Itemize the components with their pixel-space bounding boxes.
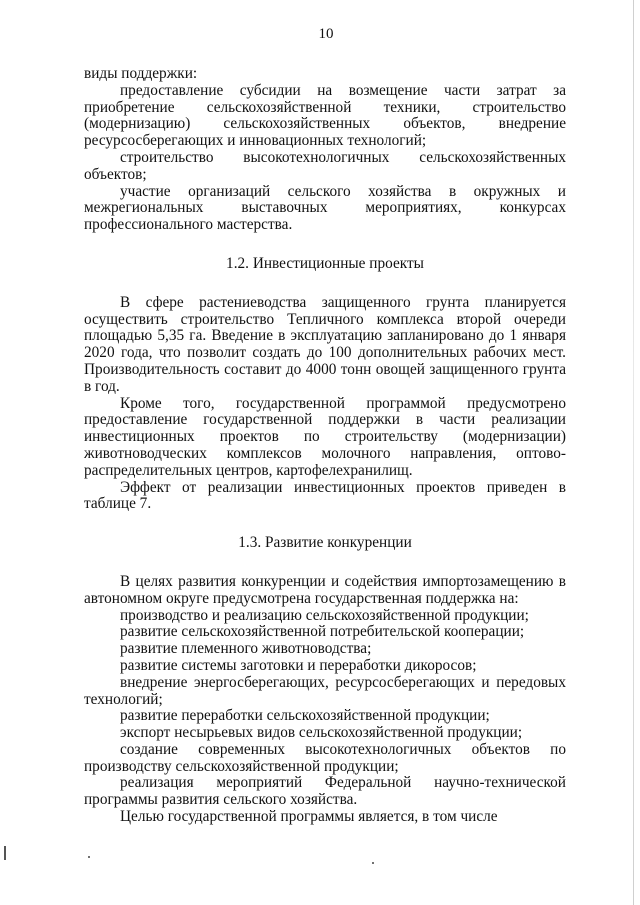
list-item: развитие сельскохозяйственной потребительской кооперации; xyxy=(120,623,525,641)
body-paragraph: виды поддержки: xyxy=(84,65,198,82)
document-body xyxy=(84,66,566,826)
list-item: развитие системы заготовки и переработки дикоросов; xyxy=(120,656,477,674)
section-heading: 1.2. Инвестиционные проекты xyxy=(226,254,424,272)
list-item: создание современных высокотехнологичных объектов по производству сельскохозяйственной продукции; xyxy=(84,740,566,775)
body-paragraph: строительство высокотехнологичных сельскохозяйственных объектов; xyxy=(84,148,566,183)
body-paragraph: Кроме того, государственной программой предусмотрено предоставление государственной поддержки в части реализации инвестиционных проектов по строительству (модернизации) животноводческих комплексов молочного направления, оптово-распределительных центров, картофелехранилищ. xyxy=(84,394,566,479)
section-heading: 1.3. Развитие конкуренции xyxy=(238,534,412,552)
scan-mark xyxy=(4,846,6,860)
scan-speck xyxy=(88,856,90,858)
list-item: развитие племенного животноводства; xyxy=(120,640,372,658)
body-paragraph: предоставление субсидии на возмещение части затрат за приобретение сельскохозяйственной техники, строительство (модернизацию) сельскохозяйственных объектов, внедрение ресурсосберегающих и инновационных технологий; xyxy=(84,81,566,150)
page-number: 10 xyxy=(318,26,334,42)
list-item: экспорт несырьевых видов сельскохозяйственной продукции; xyxy=(120,724,523,742)
body-paragraph: участие организаций сельского хозяйства в окружных и межрегиональных выставочных мероприятиях, конкурсах профессионального мастерства. xyxy=(84,182,566,234)
list-item: производство и реализацию сельскохозяйственной продукции; xyxy=(120,606,529,624)
body-paragraph: В целях развития конкуренции и содействия импортозамещению в автономном округе предусмотрена государственная поддержка на: xyxy=(84,572,566,607)
scan-speck xyxy=(372,862,374,864)
body-paragraph: Эффект от реализации инвестиционных проектов приведен в таблице 7. xyxy=(84,478,566,513)
list-item: развитие переработки сельскохозяйственной продукции; xyxy=(120,707,490,725)
body-paragraph: Целью государственной программы является, в том числе xyxy=(120,808,498,826)
list-item: реализация мероприятий Федеральной научно-технической программы развития сельского хозяйства. xyxy=(84,774,566,809)
body-paragraph: В сфере растениеводства защищенного грунта планируется осуществить строительство Тепличного комплекса второй очереди площадью 5,35 га. Введение в эксплуатацию запланировано до 1 января 2020 года, что позволит создать до 100 дополнительных рабочих мест. Производительность составит до 4000 тонн овощей защищенного грунта в год. xyxy=(84,293,566,395)
list-item: внедрение энергосберегающих, ресурсосберегающих и передовых технологий; xyxy=(84,673,566,708)
page-edge-shadow xyxy=(633,0,634,905)
